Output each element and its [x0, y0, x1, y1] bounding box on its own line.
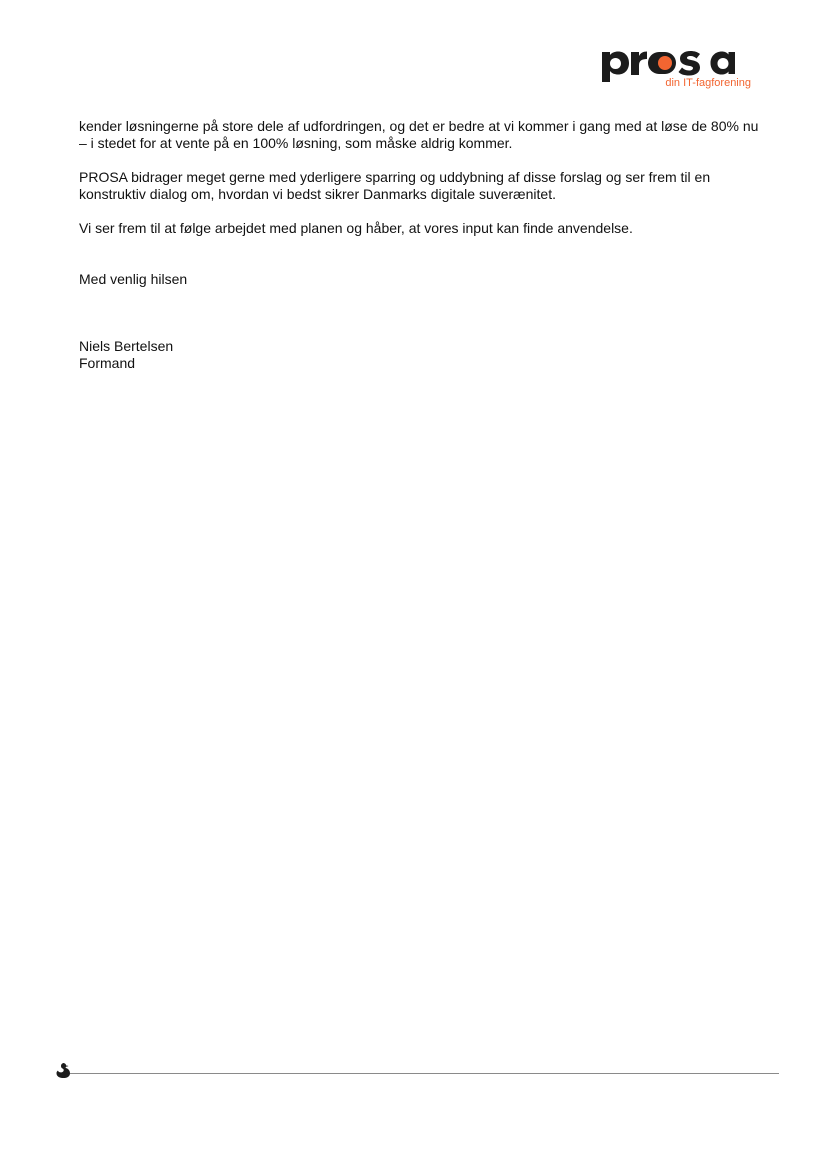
prosa-logo: [600, 42, 755, 92]
closing-salutation: Med venlig hilsen: [79, 271, 188, 287]
signer-title: Formand: [79, 355, 136, 371]
paragraph-2: PROSA bidrager meget gerne med yderligere sparring og uddybning af disse forslag og ser frem til en konstruktiv dialog om, hvordan vi bedst sikrer Danmarks digitale suverænitet.: [79, 169, 711, 202]
footer-divider: [70, 1073, 779, 1074]
paragraph-1: kender løsningerne på store dele af udfordringen, og det er bedre at vi kommer i gang med at løse de 80% nu – i stedet for at vente på en 100% løsning, som måske aldrig kommer.: [79, 118, 759, 151]
letter-body: [79, 118, 769, 372]
paragraph-3: Vi ser frem til at følge arbejdet med planen og håber, at vores input kan finde anvendelse.: [79, 220, 633, 236]
signer-name: Niels Bertelsen: [79, 338, 174, 354]
logo-wordmark-svg: [600, 42, 735, 82]
logo-tagline: din IT-fagforening: [665, 77, 751, 89]
duck-icon: [54, 1061, 72, 1079]
